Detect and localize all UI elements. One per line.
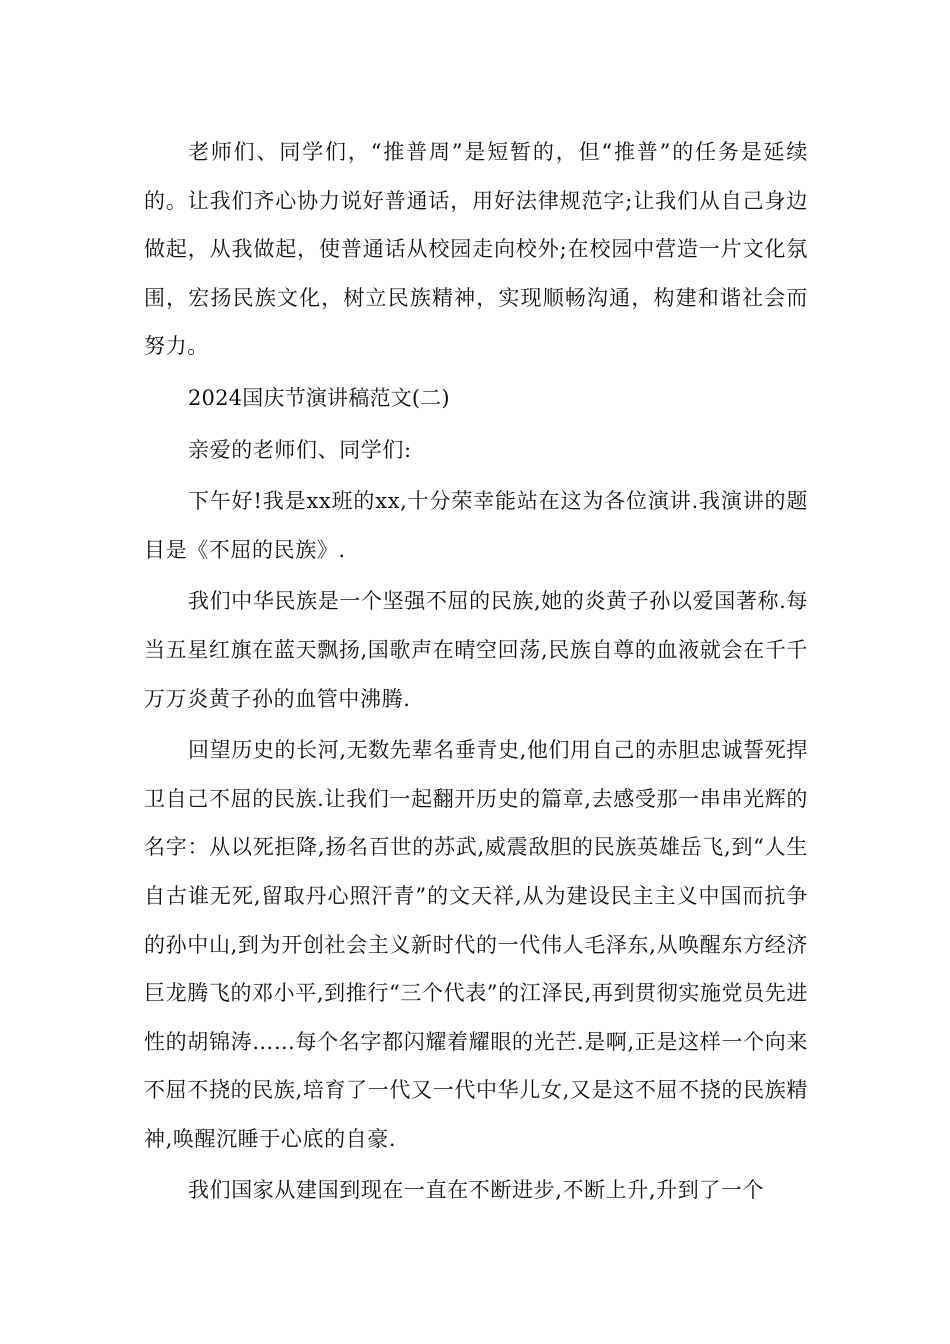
- paragraph-salutation: 亲爱的老师们、同学们:: [188, 437, 412, 462]
- document-body: [144, 128, 808, 1218]
- paragraph-history: 回望历史的长河,无数先辈名垂青史,他们用自己的赤胆忠诚誓死捍卫自己不屈的民族.让我们一起翻开历史的篇章,去感受那一串串光辉的名字：从以死拒降,扬名百世的苏武,威震敌胆的民族英雄岳飞,到“人生自古谁无死,留取丹心照汗青”的文天祥,从为建设民主主义中国而抗争的孙中山,到为开创社会主义新时代的一代伟人毛泽东,从唤醒东方经济巨龙腾飞的邓小平,到推行“三个代表”的江泽民,再到贯彻实施党员先进性的胡锦涛……每个名字都闪耀着耀眼的光芒.是啊,正是这样一个向来不屈不挠的民族,培育了一代又一代中华儿女,又是这不屈不挠的民族精神,唤醒沉睡于心底的自豪.: [144, 738, 808, 1151]
- section-heading: 2024国庆节演讲稿范文(二): [188, 385, 450, 410]
- paragraph-progress: 我们国家从建国到现在一直在不断进步,不断上升,升到了一个: [188, 1178, 765, 1203]
- paragraph-greeting: 下午好!我是xx班的xx,十分荣幸能站在这为各位演讲.我演讲的题目是《不屈的民族》.: [144, 489, 808, 562]
- paragraph-closing-appeal: 老师们、同学们，“推普周”是短暂的，但“推普”的任务是延续的。让我们齐心协力说好普通话，用好法律规范字;让我们从自己身边做起，从我做起，使普通话从校园走向校外;在校园中营造一片文化氛围，宏扬民族文化，树立民族精神，实现顺畅沟通，构建和谐社会而努力。: [144, 140, 808, 359]
- paragraph-nation: 我们中华民族是一个坚强不屈的民族,她的炎黄子孙以爱国著称.每当五星红旗在蓝天飘扬,国歌声在晴空回荡,民族自尊的血液就会在千千万万炎黄子孙的血管中沸腾.: [144, 589, 808, 711]
